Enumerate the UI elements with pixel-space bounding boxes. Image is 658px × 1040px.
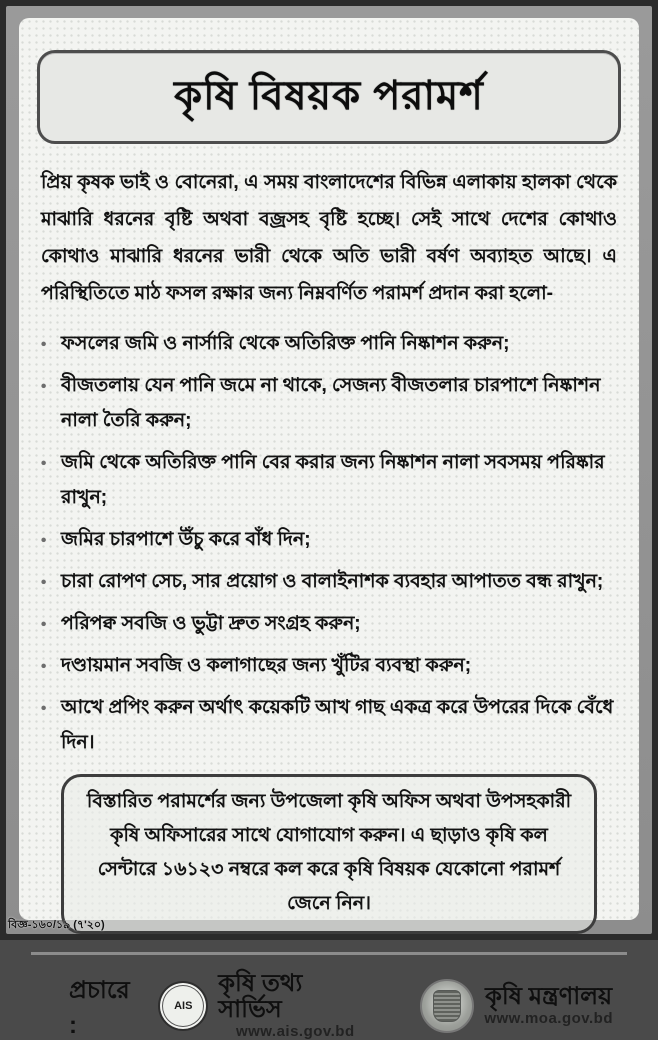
- bullet-icon: •: [41, 532, 47, 549]
- advice-text: বীজতলায় যেন পানি জমে না থাকে, সেজন্য বীজতলার চারপাশে নিষ্কাশন নালা তৈরি করুন;: [61, 375, 601, 431]
- ais-org-text: [218, 971, 372, 1040]
- ais-org: [158, 971, 372, 1040]
- bullet-icon: •: [41, 658, 47, 675]
- list-item: [37, 564, 621, 599]
- list-item: [37, 445, 621, 515]
- advice-text: জমি থেকে অতিরিক্ত পানি বের করার জন্য নিষ্কাশন নালা সবসময় পরিষ্কার রাখুন;: [61, 452, 605, 508]
- advice-text: দণ্ডায়মান সবজি ও কলাগাছের জন্য খুঁটির ব্যবস্থা করুন;: [61, 655, 472, 676]
- moa-seal-icon: [420, 979, 474, 1033]
- advice-text: আখে প্রপিং করুন অর্থাৎ কয়েকটি আখ গাছ একত্র করে উপরের দিকে বেঁধে দিন।: [61, 697, 614, 753]
- footer: [35, 971, 623, 1040]
- moa-org-url: www.moa.gov.bd: [484, 1009, 613, 1027]
- moa-org: [420, 979, 613, 1033]
- list-item: [37, 522, 621, 557]
- advice-text: চারা রোপণ সেচ, সার প্রয়োগ ও বালাইনাশক ব্যবহার আপাতত বন্ধ রাখুন;: [61, 571, 604, 592]
- bullet-icon: •: [41, 700, 47, 717]
- print-reference-code: বিজ্ঞ-১৬০/১৯ (৭'২০): [8, 919, 105, 931]
- advice-text: ফসলের জমি ও নার্সারি থেকে অতিরিক্ত পানি নিষ্কাশন করুন;: [61, 333, 510, 354]
- advice-text: পরিপক্ব সবজি ও ভুট্টা দ্রুত সংগ্রহ করুন;: [61, 613, 361, 634]
- moa-seal-emblem: [433, 990, 461, 1022]
- list-item: [37, 648, 621, 683]
- ais-logo-icon: AIS: [158, 981, 208, 1031]
- bullet-icon: •: [41, 616, 47, 633]
- advice-list: [37, 326, 621, 760]
- advice-text: জমির চারপাশে উঁচু করে বাঁধ দিন;: [61, 529, 311, 550]
- bullet-icon: •: [41, 336, 47, 353]
- title-box: [37, 50, 621, 144]
- list-item: [37, 690, 621, 760]
- footer-divider: [31, 952, 627, 955]
- moa-org-text: [484, 984, 613, 1027]
- bullet-icon: •: [41, 574, 47, 591]
- ais-org-name: কৃষি তথ্য সার্ভিস: [218, 970, 303, 1024]
- intro-paragraph: প্রিয় কৃষক ভাই ও বোনেরা, এ সময় বাংলাদেশের বিভিন্ন এলাকায় হালকা থেকে মাঝারি ধরনের বৃষ্টি অথবা বজ্রসহ বৃষ্টি হচ্ছে। সেই সাথে দেশের কোথাও কোথাও মাঝারি ধরনের ভারী থেকে অতি ভারী বর্ষণ অব্যাহত আছে। এ পরিস্থিতিতে মাঠ ফসল রক্ষার জন্য নিম্নবর্ণিত পরামর্শ প্রদান করা হলো-: [41, 172, 617, 304]
- bullet-icon: •: [41, 378, 47, 395]
- promoted-by-label: প্রচারে :: [69, 976, 130, 1039]
- contact-info-text: বিস্তারিত পরামর্শের জন্য উপজেলা কৃষি অফিস অথবা উপসহকারী কৃষি অফিসারের সাথে যোগাযোগ করুন। এ ছাড়াও কৃষি কল সেন্টারে ১৬১২৩ নম্বরে কল করে কৃষি বিষয়ক যেকোনো পরামর্শ জেনে নিন।: [86, 791, 572, 914]
- list-item: [37, 368, 621, 438]
- moa-org-name: কৃষি মন্ত্রণালয়: [485, 983, 613, 1011]
- ais-org-url: www.ais.gov.bd: [235, 1022, 355, 1040]
- list-item: [37, 326, 621, 361]
- gray-frame: [6, 6, 652, 1040]
- page-title: কৃষি বিষয়ক পরামর্শ: [174, 73, 484, 118]
- list-item: [37, 606, 621, 641]
- contact-info-box: [61, 774, 597, 934]
- bullet-icon: •: [41, 455, 47, 472]
